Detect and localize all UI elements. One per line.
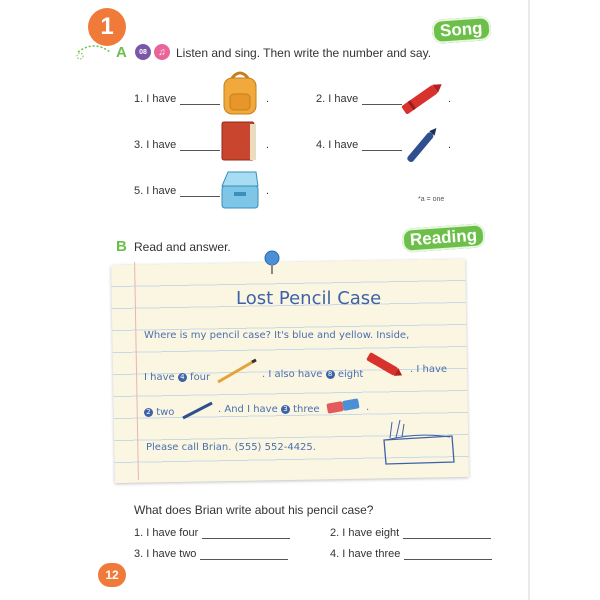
note-line-4: Please call Brian. (555) 552-4425. (146, 442, 316, 453)
song-item-5: 5. I have (134, 185, 220, 197)
answer-2: 2. I have eight (330, 527, 491, 539)
backpack-icon (218, 70, 262, 116)
page-spine (528, 0, 530, 600)
pen-icon (180, 398, 216, 422)
song-badge: Song (431, 16, 491, 44)
song-item-3-period: . (266, 139, 270, 151)
song-item-1: 1. I have (134, 93, 220, 105)
song-item-2: 2. I have (316, 93, 402, 105)
section-a-instruction: Listen and sing. Then write the number and say. (176, 46, 432, 60)
pencil-case-sketch-icon (378, 418, 460, 468)
crayon-icon (396, 78, 448, 118)
note-line-3b: . And I have 3 three (218, 404, 320, 415)
pen-icon (398, 122, 446, 170)
song-item-4: 4. I have (316, 139, 402, 151)
dotted-arrow-icon (74, 42, 114, 62)
music-note-icon: ♫ (154, 44, 170, 60)
answer-blank[interactable] (202, 528, 290, 539)
note-line-3c: . (366, 402, 370, 413)
section-a-letter: A (116, 44, 127, 61)
answer-1: 1. I have four (134, 527, 290, 539)
note-line-2: I have 4 four (144, 372, 211, 383)
answer-blank[interactable] (180, 186, 220, 197)
answer-blank[interactable] (362, 140, 402, 151)
audio-track-icon[interactable]: 08 (135, 44, 151, 60)
eraser-icon (324, 396, 362, 416)
section-b-letter: B (116, 238, 127, 255)
note-line-2c: . I have (410, 364, 448, 375)
footnote: *a = one (418, 196, 445, 203)
song-item-1-period: . (266, 93, 270, 105)
song-item-2-period: . (448, 93, 452, 105)
song-item-5-period: . (266, 185, 270, 197)
note-title: Lost Pencil Case (236, 288, 382, 309)
page-number: 12 (98, 563, 126, 587)
answer-blank[interactable] (403, 528, 491, 539)
unit-number-badge: 1 (88, 8, 126, 46)
song-item-4-period: . (448, 139, 452, 151)
note-line-1: Where is my pencil case? It's blue and yellow. Inside, (144, 330, 410, 341)
answer-blank[interactable] (180, 140, 220, 151)
song-item-3: 3. I have (134, 139, 220, 151)
book-icon (218, 118, 260, 164)
lunchbox-icon (218, 166, 262, 212)
pushpin-icon (258, 248, 286, 276)
answer-3: 3. I have two (134, 548, 288, 560)
answer-blank[interactable] (200, 549, 288, 560)
answer-4: 4. I have three (330, 548, 492, 560)
answer-blank[interactable] (180, 94, 220, 105)
note-line-3: 2 two (144, 407, 174, 418)
note-line-2b: . I also have 8 eight (262, 369, 364, 380)
question-text: What does Brian write about his pencil case? (134, 503, 374, 517)
reading-badge: Reading (401, 223, 486, 253)
pencil-icon (214, 356, 260, 386)
section-b-instruction: Read and answer. (134, 240, 231, 254)
crayon-icon (362, 348, 408, 382)
answer-blank[interactable] (404, 549, 492, 560)
